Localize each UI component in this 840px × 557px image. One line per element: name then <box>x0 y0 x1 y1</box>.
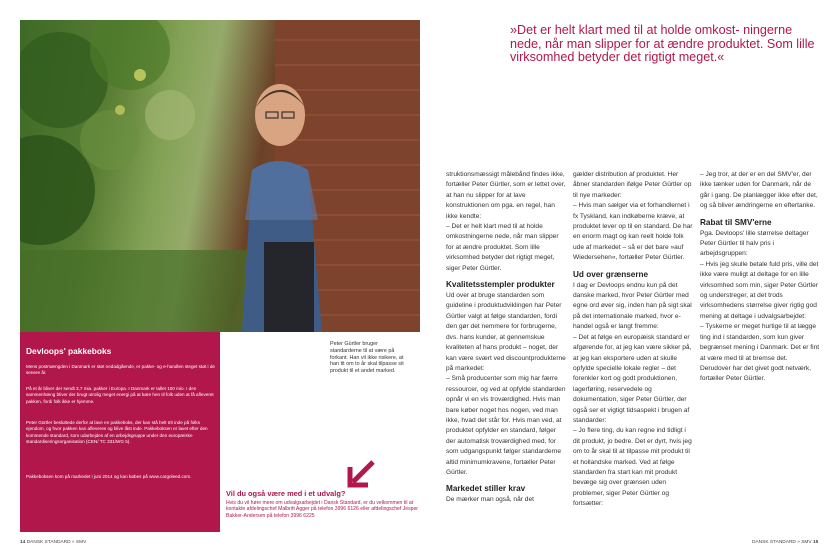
photo-illustration <box>20 20 420 332</box>
section-heading: Ud over grænserne <box>573 269 649 279</box>
sidebar-paragraph: På et år bliver der sendt 3,7 mia. pakker i Europa. I Danmark er tallet 100 mio. I den sammenhæng bliver der brugt utrolig meget energi på at køre hen til folk uden at få afleveret pakken, fordi folk ikke er hjemme. <box>26 386 214 404</box>
sidebar-paragraph: Peter Gürtler besluttede derfor at lave en pakkeboks, der kan stå helt trit inde på folks ejendom, og hvor pakken kan afleveres og blive låst inde. Pakkeboksen er lavet efter den kommende standard, som udarbejdes af en arbejdsgruppe under den europæiske standardiseringsorganisation (CEN/ TC 331/WG 5). <box>26 420 208 445</box>
section-heading: Rabat til SMV'erne <box>700 217 772 227</box>
body-paragraph: De mærker man også, når det <box>446 496 534 504</box>
text-column-1 <box>446 170 566 506</box>
section-heading: Markedet stiller krav <box>446 484 526 494</box>
arrow-down-left-icon <box>346 459 376 489</box>
sidebar-box <box>20 332 220 532</box>
callout-text: Hvis du vil høre mere om udvalgsarbejdet i Dansk Standard, er du velkommen til at kontakte afdelingschef Malbritt Agger på telefon 3996 6126 eller afdelingschef Jesper Bakker-Andersen på telefon 3996 6225 <box>226 500 418 519</box>
footer-text: DANSK STANDARD » SMV <box>26 540 87 545</box>
body-paragraph: – Små producenter som mig har færre ressourcer, og ved at opfylde standarden opnår vi en vis troværdighed. Hvis man bare køber noget hos nogen, ved man ikke, hvad det står for. Hvis man ved, at produktet opfylder en standard, følger der automatisk troværdighed med, for som udgangspunkt følger standarderne altid minimumkravene, fortæller Peter Gürtler. <box>446 375 566 476</box>
sidebar-title: Devloops' pakkeboks <box>26 346 112 356</box>
body-paragraph: gælder distribution af produktet. Her åbner standarden ifølge Peter Gürtler op til nye markeder: <box>573 171 692 199</box>
pull-quote: »Det er helt klart med til at holde omkost- ningerne nede, når man slipper for at ændre produktet. Som lille virksomhed betyder det rigtigt meget.« <box>510 23 815 65</box>
body-paragraph: struktionsmæssigt målebånd findes ikke, fortæller Peter Gürtler, som er lettet over, at han nu slipper for at lave konstruktionen om pga. en regel, han ikke kendte: <box>446 171 566 220</box>
text-column-2 <box>573 170 693 510</box>
body-paragraph: Pga. Devloops' lille størrelse deltager Peter Gürtler til halv pris i arbejdsgruppen: <box>700 229 809 258</box>
body-paragraph: Ud over at bruge standarden som guideline i produktudviklingen har Peter Gürtler valgt at følge standarden, fordi den gør det nemmere for forbrugerne, dvs. hans kunder, at gennemskue kvaliteten af hans produkt – noget, der kan være svært ved discountprodukterne på markedet: <box>446 292 566 372</box>
body-paragraph: – Det at følge en europæisk standard er afgørende for, at jeg kan være sikker på, at jeg kan eksportere uden at skulle opfylde specielle lokale regler – det forenkler kort og godt produktionen, lagerføring, reservedele og dokumentation, siger Peter Gürtler, der også ser et vigtigt tidsaspekt i brugen af standarder: <box>573 333 692 424</box>
footer-right <box>752 540 818 545</box>
body-paragraph: – Jo flere ting, du kan regne ind tidligt i dit produkt, jo bedre. Det er dyrt, hvis jeg om to år skal til at tilpasse mit produkt til et hollandske marked. Ved at følge standarden fra start kan mit produkt bevæge sig over grænsen uden problemer, siger Peter Gürtler og fortsætter: <box>573 427 692 508</box>
text-column-3 <box>700 170 820 385</box>
body-paragraph: I dag er Devloops endnu kun på det danske marked, hvor Peter Gürtler med egne ord øver sig, inden han på sigt skal på det internationale marked, hvor e-handel også er langt fremme: <box>573 281 692 331</box>
body-paragraph: – Hvis man sælger via et forhandlernet i fx Tyskland, kan indkøberne kræve, at produktet lever op til en standard. De har en enorm magt og kan reelt holde folk ude af markedet – så er det bare »auf Wiedersehen«, fortæller Peter Gürtler. <box>573 202 693 262</box>
body-paragraph: – Det er helt klart med til at holde omkostningerne nede, når man slipper for at ændre produktet. Som lille virksomhed betyder det rigtigt meget, siger Peter Gürtler. <box>446 223 559 272</box>
footer-text: DANSK STANDARD » SMV <box>752 540 812 545</box>
page-number: 15 <box>812 540 819 545</box>
photo-peter-gurtler <box>20 20 420 332</box>
page-number: 14 <box>20 540 26 545</box>
sidebar-paragraph: Pakkeboksen kom på markedet i juni 2014 og kan købes på www.cargoleed.com. <box>26 474 192 479</box>
callout-title: Vil du også være med i et udvalg? <box>226 489 346 498</box>
section-heading: Kvalitetsstempler produkter <box>446 280 555 290</box>
body-paragraph: – Tyskerne er meget hurtige til at lægge ting ind i standarden, som kun giver begrænset mening i Danmark. Det er fint at være med til at bremse det. Derudover har det givet godt netværk, fortæller Peter Gürtler. <box>700 323 820 383</box>
body-paragraph: – Hvis jeg skulle betale fuld pris, ville det ikke være muligt at deltage for en lille virksomhed som min, siger Peter Gürtler og understreger, at det trods virksomhedens størrelse giver rigtig god mening at deltage i udvalgsarbejdet: <box>700 260 819 320</box>
footer-left <box>20 540 86 545</box>
body-paragraph: – Jeg tror, at der er en del SMV'er, der ikke tænker uden for Danmark, når de går i gang. De planlægger ikke efter det, og så bliver ændringerne en eftertanke. <box>700 171 818 210</box>
photo-caption: Peter Gürtler bruger standarderne til at være på forkant. Han vil ikke risikere, at han tit om to år skal tilpasse sit produkt til et andet marked. <box>330 341 404 375</box>
sidebar-paragraph: Mens postmængden i Danmark er støt nedadgående, er pakke- og e-handlen steget støt i de senere år. <box>26 364 215 376</box>
